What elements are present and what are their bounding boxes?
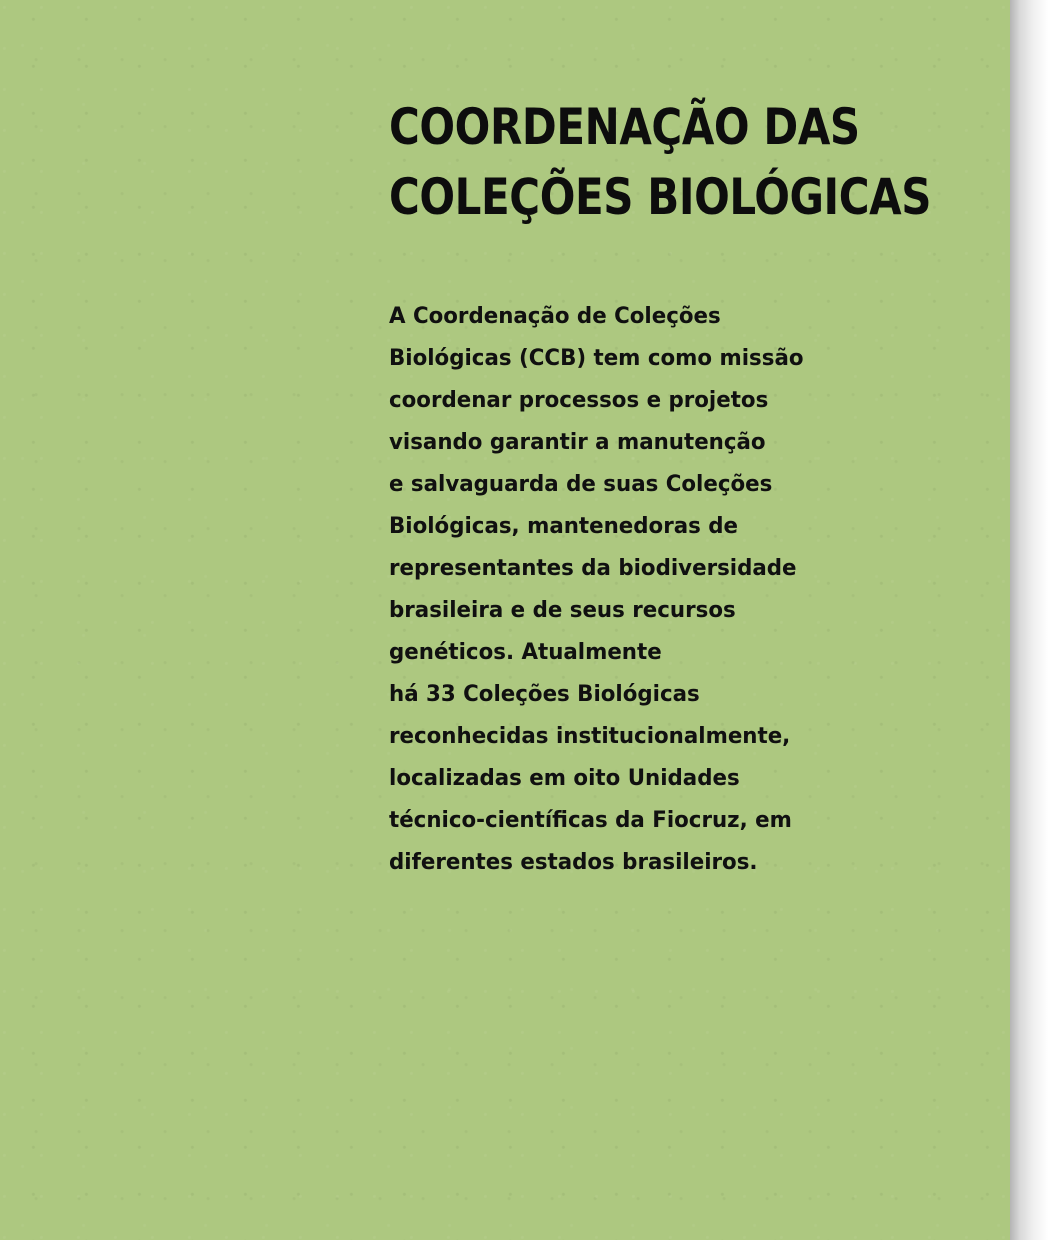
page-title-line-2: COLEÇÕES BIOLÓGICAS	[389, 168, 932, 226]
page-title-line-1: COORDENAÇÃO DAS	[389, 98, 860, 156]
paragraph-line: brasileira e de seus recursos	[389, 598, 736, 623]
paragraph-line: Biológicas, mantenedoras de	[389, 514, 739, 539]
paragraph-line: há 33 Coleções Biológicas	[389, 682, 700, 707]
paragraph-line: visando garantir a manutenção	[389, 430, 766, 455]
paragraph-line: reconhecidas institucionalmente,	[389, 724, 791, 749]
paragraph-line: e salvaguarda de suas Coleções	[389, 472, 773, 497]
description-paragraph	[389, 296, 971, 884]
paragraph-line: representantes da biodiversidade	[389, 556, 797, 581]
paragraph-line: localizadas em oito Unidades	[389, 766, 740, 791]
paragraph-line: técnico-científicas da Fiocruz, em	[389, 808, 792, 833]
page-edge-shadow	[1010, 0, 1048, 1240]
paragraph-line: Biológicas (CCB) tem como missão	[389, 346, 804, 371]
paragraph-line: A Coordenação de Coleções	[389, 304, 721, 329]
paragraph-line: genéticos. Atualmente	[389, 640, 662, 665]
paragraph-line: coordenar processos e projetos	[389, 388, 769, 413]
paragraph-line: diferentes estados brasileiros.	[389, 850, 758, 875]
page-title	[389, 92, 932, 232]
